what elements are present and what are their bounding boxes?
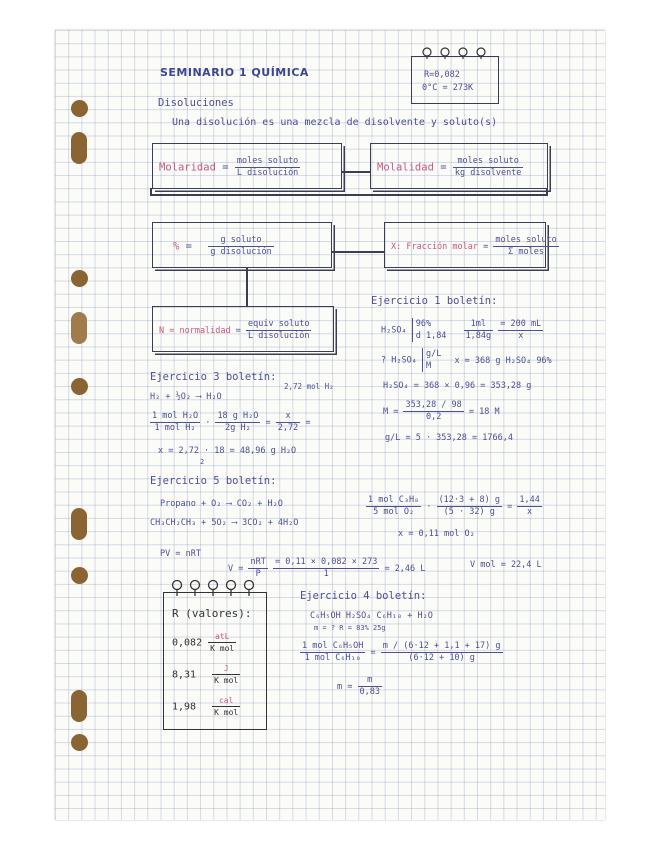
r-row-num: atL	[208, 631, 236, 643]
molalidad-num: moles soluto	[453, 156, 524, 168]
r-row-1	[172, 631, 236, 654]
ej4-mass: m = $\frac{m}{0,83}$	[337, 675, 380, 697]
ej1-l1d: 1ml	[464, 319, 494, 331]
const-k: 0°C = 273K	[422, 83, 474, 93]
ej1-l1a: H₂SO₄	[381, 325, 407, 336]
spiral-icon	[412, 45, 498, 59]
ej5-v-res: = 2,46 L	[384, 564, 426, 574]
ej5-v-eq: = 0,11 × 0,082 × 273	[274, 557, 378, 567]
ej1-l2c: M	[425, 361, 432, 371]
binder-hole	[71, 100, 88, 117]
r-card-title: R (valores):	[172, 607, 252, 620]
r-row-den: K mol	[214, 676, 239, 685]
ej3-r1n: 1 mol H₂O	[152, 411, 199, 421]
normalidad-box: N = normalidad = $\frac{\text{equiv soluto}}{\text{L disolución}}$	[152, 306, 334, 352]
const-r: R=0,082	[424, 70, 460, 80]
r-row-num: J	[212, 663, 240, 675]
xfrac-box: X: Fracción molar = $\frac{\text{moles soluto}}{\text{Σ moles}}$	[384, 222, 546, 268]
ej1-l1e: 1,84g	[465, 330, 492, 341]
binder-hole	[71, 312, 87, 344]
ej4-fd: 1 mol C₆H₁₀	[304, 653, 361, 663]
molaridad-den: L disolución	[236, 168, 299, 178]
connector-line	[332, 251, 384, 253]
binder-hole	[71, 270, 88, 287]
ej1-l4n: 353,28 / 98	[405, 400, 462, 410]
ej4-f2d: (6·12 + 10) g	[408, 653, 475, 663]
r-row-num: cal	[212, 695, 240, 707]
ej5-ratios: $\frac{\text{1 mol C₃H₈}}{\text{5 mol O₂}}$ · $\frac{(12\cdot 3 + 8) g}{(5 \cdot 32) g}$ = $\frac{1,44}{x}$	[368, 495, 540, 517]
ej5-vmol: V mol = 22,4 L	[470, 560, 542, 570]
ej4-ratio: $\frac{\text{1 mol C₆H₅OH}}{\text{1 mol C₆H₁₀}}$ = $\frac{m / (6\cdot 12 + 1,1 + 17) g}{(6\cdot 12 + 10) g}$	[302, 641, 501, 663]
molaridad-num: moles soluto	[236, 156, 299, 166]
ej4-m-a: m	[337, 682, 343, 692]
ej4-m-d: 0,83	[359, 687, 380, 697]
ej5-v-d2: 1	[323, 569, 329, 579]
ej5-f2n: (12·3 + 8) g	[438, 495, 500, 505]
molalidad-box: Molalidad = $\frac{\text{moles soluto}}{\text{kg disolvente}}$	[370, 143, 548, 189]
ej1-l2b: g/L	[425, 349, 442, 359]
ej1-l4a: M =	[383, 407, 399, 417]
ej5-heading: Ejercicio 5 boletín:	[150, 475, 277, 487]
xfrac-num: moles soluto	[495, 235, 557, 245]
molaridad-box: Molaridad = $\frac{\text{moles soluto}}{\text{L disolución}}$	[152, 143, 342, 189]
ej1-line4	[383, 400, 500, 423]
percent-num: g soluto	[208, 235, 273, 247]
r-row-den: K mol	[214, 708, 239, 717]
ej3-note: 2,72 mol H₂	[284, 382, 334, 391]
connector-line	[246, 282, 248, 306]
ej1-line5: g/L = 5 · 353,28 = 1766,4	[385, 433, 513, 443]
intro-text: Una disolución es una mezcla de disolvente y soluto(s)	[172, 117, 498, 128]
r-row-den: K mol	[210, 644, 235, 653]
ej1-l2d: x = 368 g H₂SO₄ 96%	[454, 355, 552, 366]
ej5-eq2: CH₃CH₂CH₃ + 5O₂ ⟶ 3CO₂ + 4H₂O	[150, 518, 299, 528]
ej5-f3n: 1,44	[519, 495, 540, 505]
r-row-value: 1,98	[172, 701, 197, 713]
percent-den: g disolución	[210, 247, 272, 257]
ej5-f2d: (5 · 32) g	[443, 507, 495, 517]
ej1-l4r: = 18 M	[468, 407, 500, 417]
ej1-l1c: d 1,84	[415, 331, 447, 341]
r-row-value: 8,31	[172, 669, 197, 681]
connector-line	[546, 188, 548, 195]
connector-line	[342, 171, 370, 173]
ej5-v-d: P	[255, 569, 261, 579]
ej4-heading: Ejercicio 4 boletín:	[300, 590, 427, 602]
ej3-r3d: 2,72	[277, 423, 299, 433]
normalidad-den: L disolución	[248, 331, 310, 341]
binder-hole	[71, 378, 88, 395]
ej1-line3: H₂SO₄ = 368 × 0,96 = 353,28 g	[383, 381, 532, 391]
ej1-l2a: ? H₂SO₄	[381, 355, 417, 366]
binder-hole	[71, 734, 88, 751]
spiral-icon	[163, 578, 265, 596]
ej3-r2d: 2g H₂	[225, 423, 251, 433]
r-row-3	[172, 695, 240, 718]
ej3-r1d: 1 mol H₂	[154, 423, 196, 433]
ej3-heading: Ejercicio 3 boletín:	[150, 371, 277, 383]
percent-label: %	[173, 240, 180, 253]
ej5-v-n: nRT	[250, 557, 266, 567]
ej1-l1g: x	[518, 330, 524, 341]
r-row-2	[172, 663, 240, 686]
ej5-volume	[228, 557, 425, 580]
ej4-equation: C₆H₅OH H₂SO₄ C₆H₁₀ + H₂O	[310, 611, 433, 621]
ej1-l1f: = 200 mL	[500, 318, 542, 329]
molaridad-label: Molaridad	[159, 161, 216, 174]
ej3-result: x = 2,72 · 18 = 48,96 g H₂O	[158, 446, 297, 456]
ej3-ratios: $\frac{\text{1 mol H₂O}}{\text{1 mol H₂}}$ · $\frac{\text{18 g H₂O}}{\text{2g H₂}}$ = $\frac{x}{2,72}$ =	[152, 411, 311, 433]
page-title: SEMINARIO 1 QUÍMICA	[160, 66, 309, 79]
ej5-pv: PV = nRT	[160, 549, 201, 559]
binder-hole	[71, 567, 88, 584]
ej5-result: x = 0,11 mol O₂	[398, 529, 475, 539]
ej1-line1	[381, 318, 543, 342]
molalidad-label: Molalidad	[377, 161, 434, 174]
r-row-value: 0,082	[172, 637, 203, 649]
normalidad-label: N = normalidad	[159, 326, 231, 336]
xfrac-label: X: Fracción molar	[391, 242, 478, 252]
ej5-f1d: 5 mol O₂	[373, 507, 415, 517]
ej5-eq1: Propano + O₂ ⟶ CO₂ + H₂O	[160, 499, 283, 509]
normalidad-num: equiv soluto	[248, 319, 310, 329]
binder-hole	[71, 690, 87, 722]
ej5-f1n: 1 mol C₃H₈	[368, 495, 420, 505]
ej1-l4d: 0,2	[425, 412, 442, 422]
ej4-f2n: m / (6·12 + 1,1 + 17) g	[382, 641, 501, 651]
ej3-r2n: 18 g H₂O	[217, 411, 259, 421]
ej3-half: 2	[200, 458, 205, 466]
ej3-equation: H₂ + ½O₂ ⟶ H₂O	[150, 392, 222, 402]
connector-line	[150, 194, 548, 196]
percent-box: % = $\frac{\text{g soluto}}{\text{g disolución}}$	[152, 222, 332, 268]
ej1-line2	[381, 348, 552, 372]
ej5-f3d: x	[527, 507, 533, 517]
ej5-v-a: V =	[228, 564, 244, 574]
xfrac-den: Σ moles	[508, 247, 544, 257]
ej4-m-n: m	[358, 675, 382, 687]
binder-hole	[71, 508, 87, 540]
ej4-sub: m = ? R = 83% 25g	[314, 624, 386, 632]
molalidad-den: kg disolvente	[454, 168, 522, 178]
ej4-fn: 1 mol C₆H₅OH	[302, 641, 364, 651]
r-values-card	[163, 592, 267, 730]
section-title: Disoluciones	[158, 97, 234, 109]
binder-hole	[71, 132, 87, 164]
ej3-r3n: x	[276, 411, 300, 423]
connector-line	[246, 268, 248, 282]
ej1-l1b: 96%	[415, 319, 432, 329]
constants-note	[411, 56, 499, 104]
ej1-heading: Ejercicio 1 boletín:	[371, 295, 498, 307]
